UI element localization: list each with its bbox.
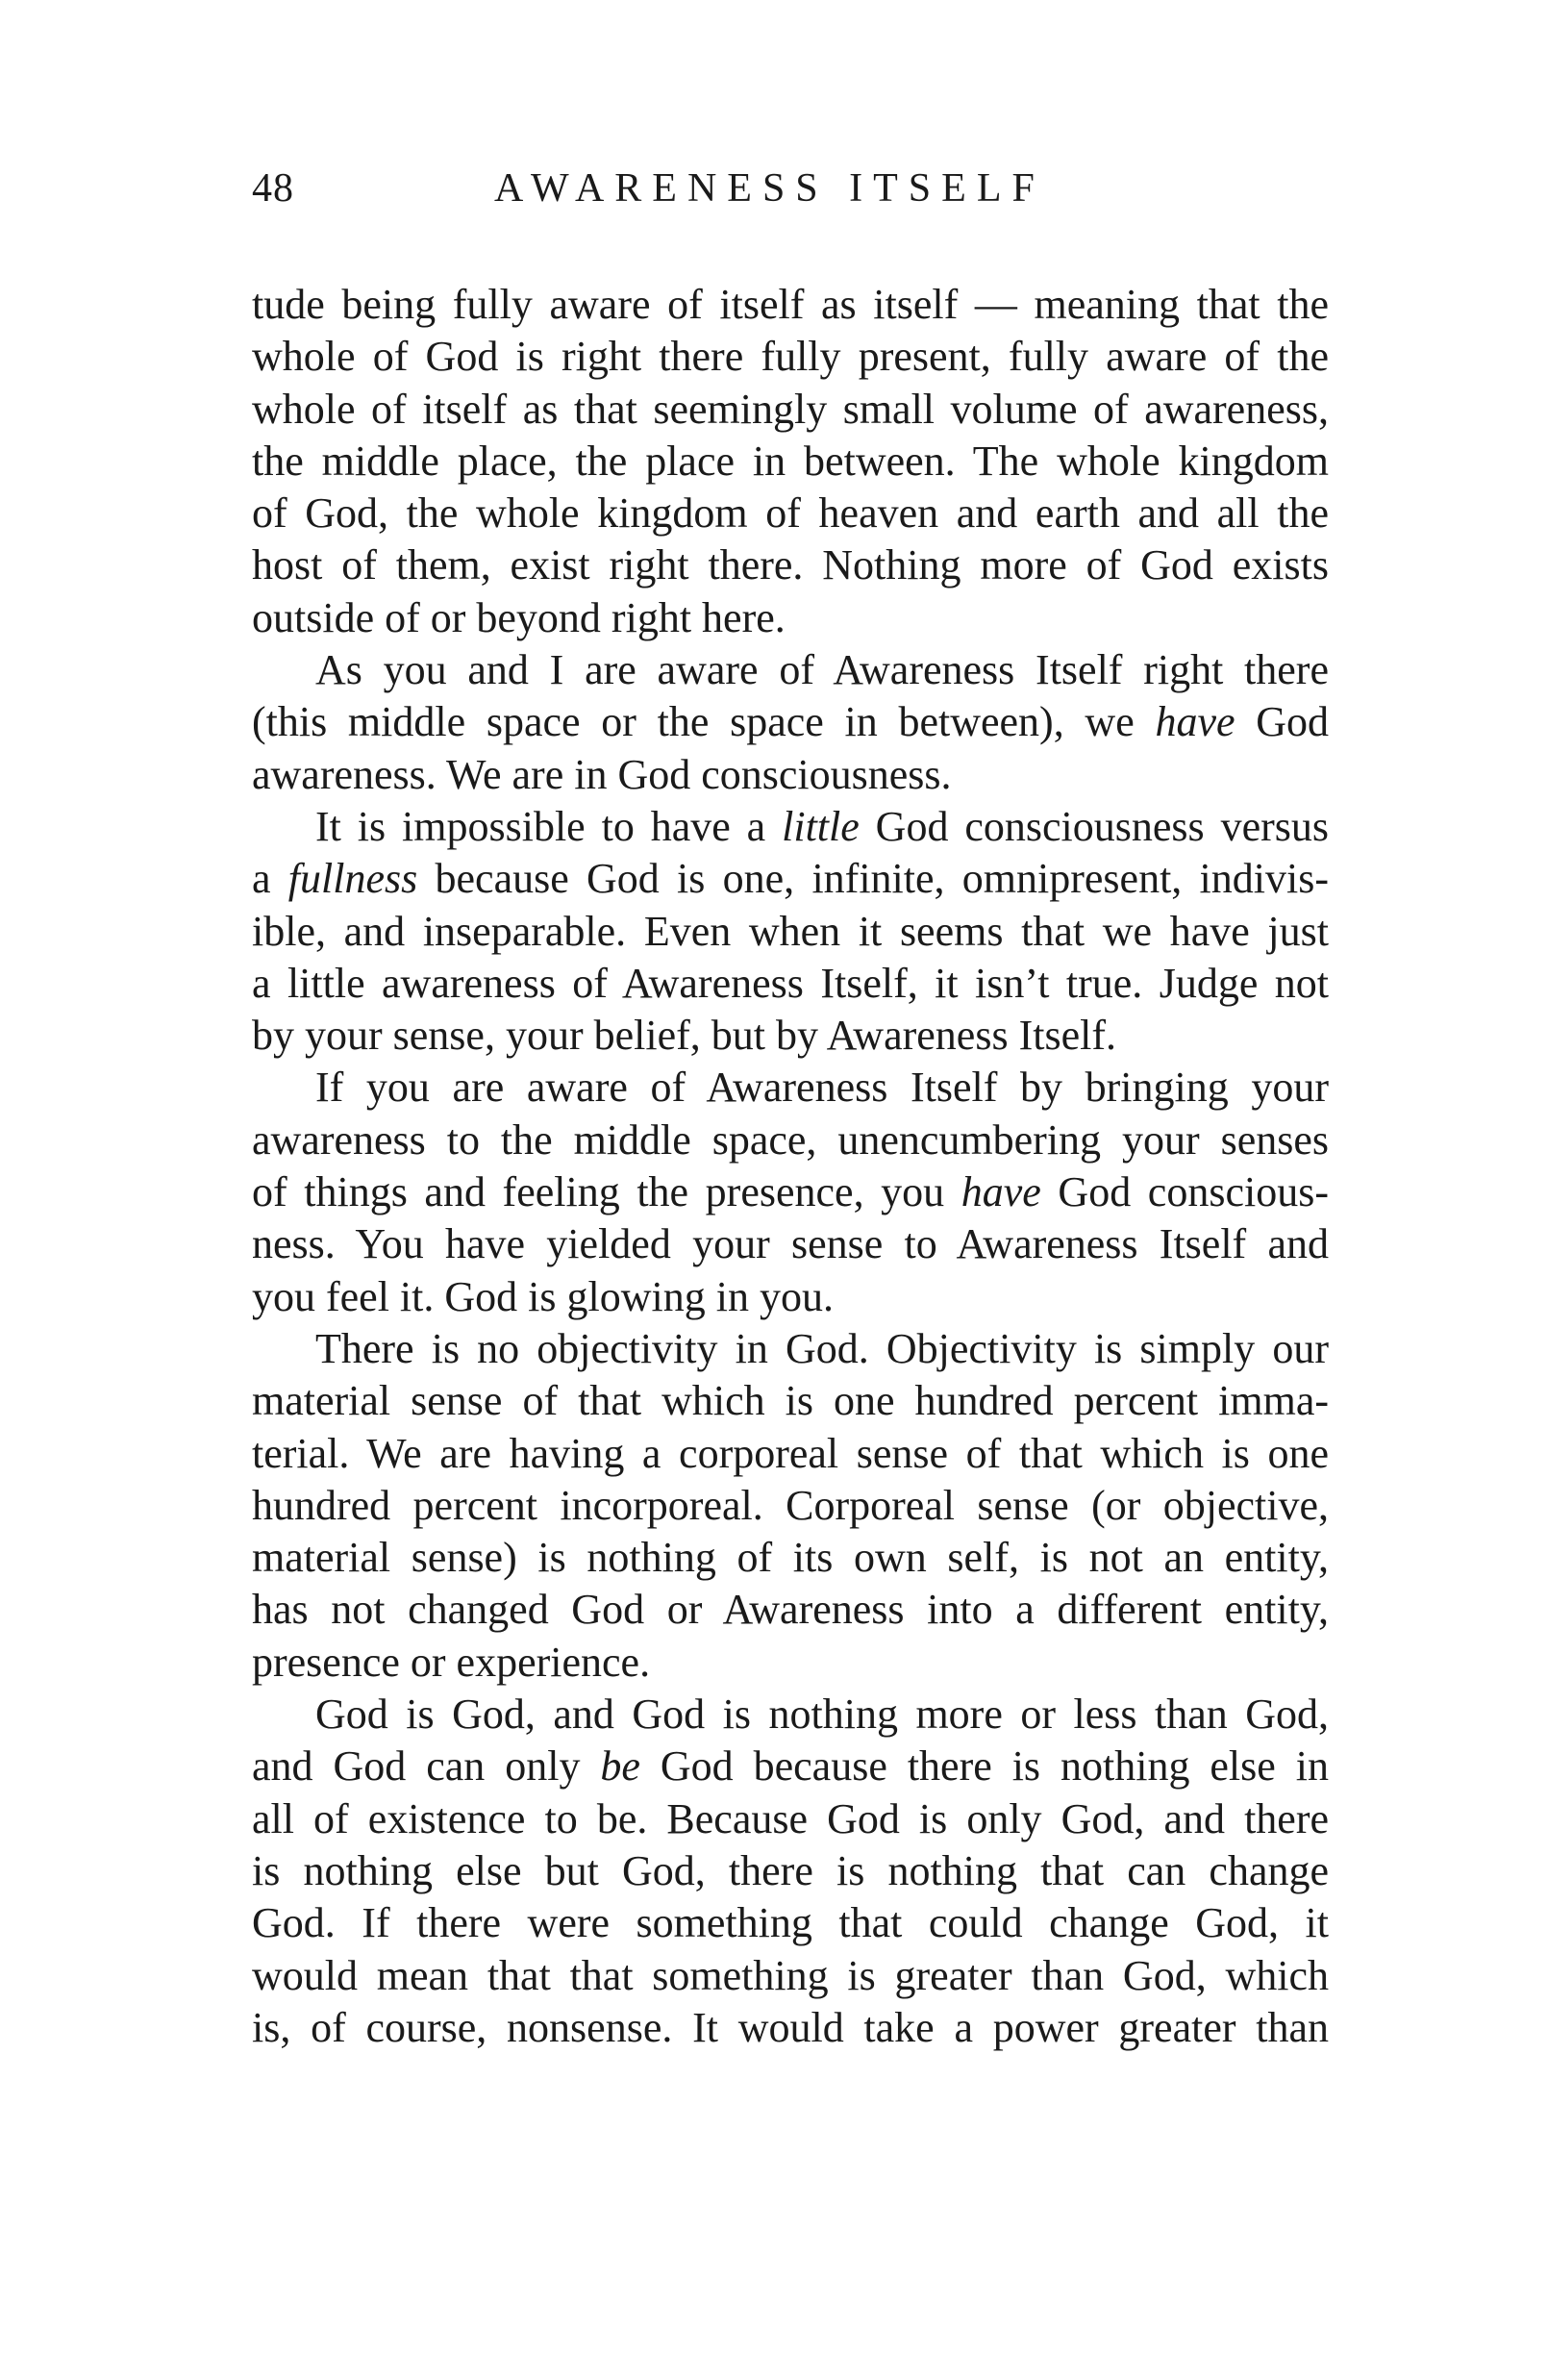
text-run: (this middle space or the space in between), we bbox=[252, 698, 1156, 746]
text-line bbox=[252, 1428, 1329, 1480]
text-line bbox=[252, 696, 1329, 748]
emphasis-text: have bbox=[961, 1168, 1041, 1216]
text-run: terial. We are having a corporeal sense of that which is one bbox=[252, 1429, 1329, 1477]
text-line bbox=[252, 1845, 1329, 1897]
text-run: of God, the whole kingdom of heaven and earth and all the bbox=[252, 489, 1329, 538]
emphasis-text: little bbox=[782, 802, 860, 850]
text-line bbox=[252, 1010, 1329, 1062]
emphasis-text: be bbox=[600, 1742, 640, 1791]
text-line bbox=[252, 1115, 1329, 1166]
text-line bbox=[252, 2002, 1329, 2054]
page-number: 48 bbox=[252, 166, 294, 211]
paragraph bbox=[252, 279, 1329, 644]
text-run: a bbox=[252, 855, 288, 903]
book-title: AWARENESS ITSELF bbox=[494, 166, 1045, 211]
text-run: material sense of that which is one hundred percent imma- bbox=[252, 1377, 1329, 1425]
text-line bbox=[252, 436, 1329, 488]
text-run: God. If there were something that could change God, it bbox=[252, 1899, 1329, 1947]
paragraph bbox=[252, 1323, 1329, 1689]
running-head bbox=[252, 160, 1329, 217]
text-line bbox=[252, 749, 1329, 801]
text-line bbox=[252, 384, 1329, 436]
text-line bbox=[252, 1741, 1329, 1792]
text-line bbox=[252, 906, 1329, 958]
text-line bbox=[252, 1793, 1329, 1845]
text-run: It is impossible to have a bbox=[315, 802, 783, 850]
text-run: presence or experience. bbox=[252, 1638, 651, 1686]
text-run: material sense) is nothing of its own self, is not an entity, bbox=[252, 1534, 1329, 1582]
text-run: outside of or beyond right here. bbox=[252, 593, 786, 641]
text-run: There is no objectivity in God. Objectivity is simply our bbox=[315, 1324, 1329, 1372]
text-run: whole of God is right there fully present, fully aware of the bbox=[252, 333, 1329, 381]
text-line bbox=[252, 1689, 1329, 1741]
text-line bbox=[252, 644, 1329, 696]
text-run: God because there is nothing else in bbox=[639, 1742, 1329, 1791]
text-run: host of them, exist right there. Nothing more of God exists bbox=[252, 541, 1329, 589]
text-run: would mean that that something is greater than God, which bbox=[252, 1951, 1329, 1999]
text-run: hundred percent incorporeal. Corporeal sense (or objective, bbox=[252, 1481, 1329, 1529]
paragraph bbox=[252, 1689, 1329, 2054]
text-run: all of existence to be. Because God is only God, and there bbox=[252, 1794, 1329, 1842]
text-line bbox=[252, 488, 1329, 539]
paragraph bbox=[252, 801, 1329, 1062]
text-run: a little awareness of Awareness Itself, it isn’t true. Judge not bbox=[252, 959, 1329, 1007]
text-run: has not changed God or Awareness into a different entity, bbox=[252, 1586, 1329, 1634]
text-line bbox=[252, 958, 1329, 1010]
text-line bbox=[252, 801, 1329, 853]
text-run: whole of itself as that seemingly small volume of awareness, bbox=[252, 385, 1329, 433]
text-line bbox=[252, 1218, 1329, 1270]
text-run: God conscious- bbox=[1040, 1168, 1329, 1216]
text-line bbox=[252, 853, 1329, 905]
text-line bbox=[252, 1584, 1329, 1636]
text-run: God is God, and God is nothing more or less than God, bbox=[315, 1691, 1329, 1739]
text-line bbox=[252, 1897, 1329, 1949]
text-line bbox=[252, 1166, 1329, 1218]
text-line bbox=[252, 1271, 1329, 1323]
text-run: because God is one, infinite, omnipresent, indivis- bbox=[417, 855, 1329, 903]
text-run: God consciousness versus bbox=[859, 802, 1329, 850]
paragraph bbox=[252, 644, 1329, 801]
text-run: awareness to the middle space, unencumbering your senses bbox=[252, 1115, 1329, 1164]
text-line bbox=[252, 1062, 1329, 1114]
text-run: is, of course, nonsense. It would take a power greater than bbox=[252, 2003, 1329, 2051]
text-line bbox=[252, 539, 1329, 591]
text-run: If you are aware of Awareness Itself by bringing your bbox=[315, 1064, 1329, 1112]
text-run: and God can only bbox=[252, 1742, 601, 1791]
text-run: ible, and inseparable. Even when it seems that we have just bbox=[252, 907, 1329, 955]
text-run: awareness. We are in God consciousness. bbox=[252, 750, 952, 798]
text-line bbox=[252, 1375, 1329, 1427]
text-run: the middle place, the place in between. The whole kingdom bbox=[252, 437, 1329, 485]
text-run: by your sense, your belief, but by Awareness Itself. bbox=[252, 1012, 1116, 1060]
text-run: ness. You have yielded your sense to Awareness Itself and bbox=[252, 1220, 1329, 1268]
text-run: As you and I are aware of Awareness Itself right there bbox=[315, 646, 1329, 694]
text-line bbox=[252, 279, 1329, 331]
text-run: is nothing else but God, there is nothing that can change bbox=[252, 1846, 1329, 1894]
body-text bbox=[252, 279, 1329, 2054]
text-line bbox=[252, 1532, 1329, 1584]
emphasis-text: fullness bbox=[287, 855, 418, 903]
text-run: you feel it. God is glowing in you. bbox=[252, 1272, 834, 1320]
text-line bbox=[252, 1637, 1329, 1689]
text-line bbox=[252, 1950, 1329, 2002]
text-run: God bbox=[1235, 698, 1330, 746]
paragraph bbox=[252, 1062, 1329, 1322]
text-line bbox=[252, 1480, 1329, 1532]
text-line bbox=[252, 331, 1329, 383]
text-run: tude being fully aware of itself as itself — meaning that the bbox=[252, 281, 1329, 328]
text-line bbox=[252, 1323, 1329, 1375]
emphasis-text: have bbox=[1155, 698, 1235, 746]
text-run: of things and feeling the presence, you bbox=[252, 1168, 961, 1216]
text-line bbox=[252, 592, 1329, 644]
